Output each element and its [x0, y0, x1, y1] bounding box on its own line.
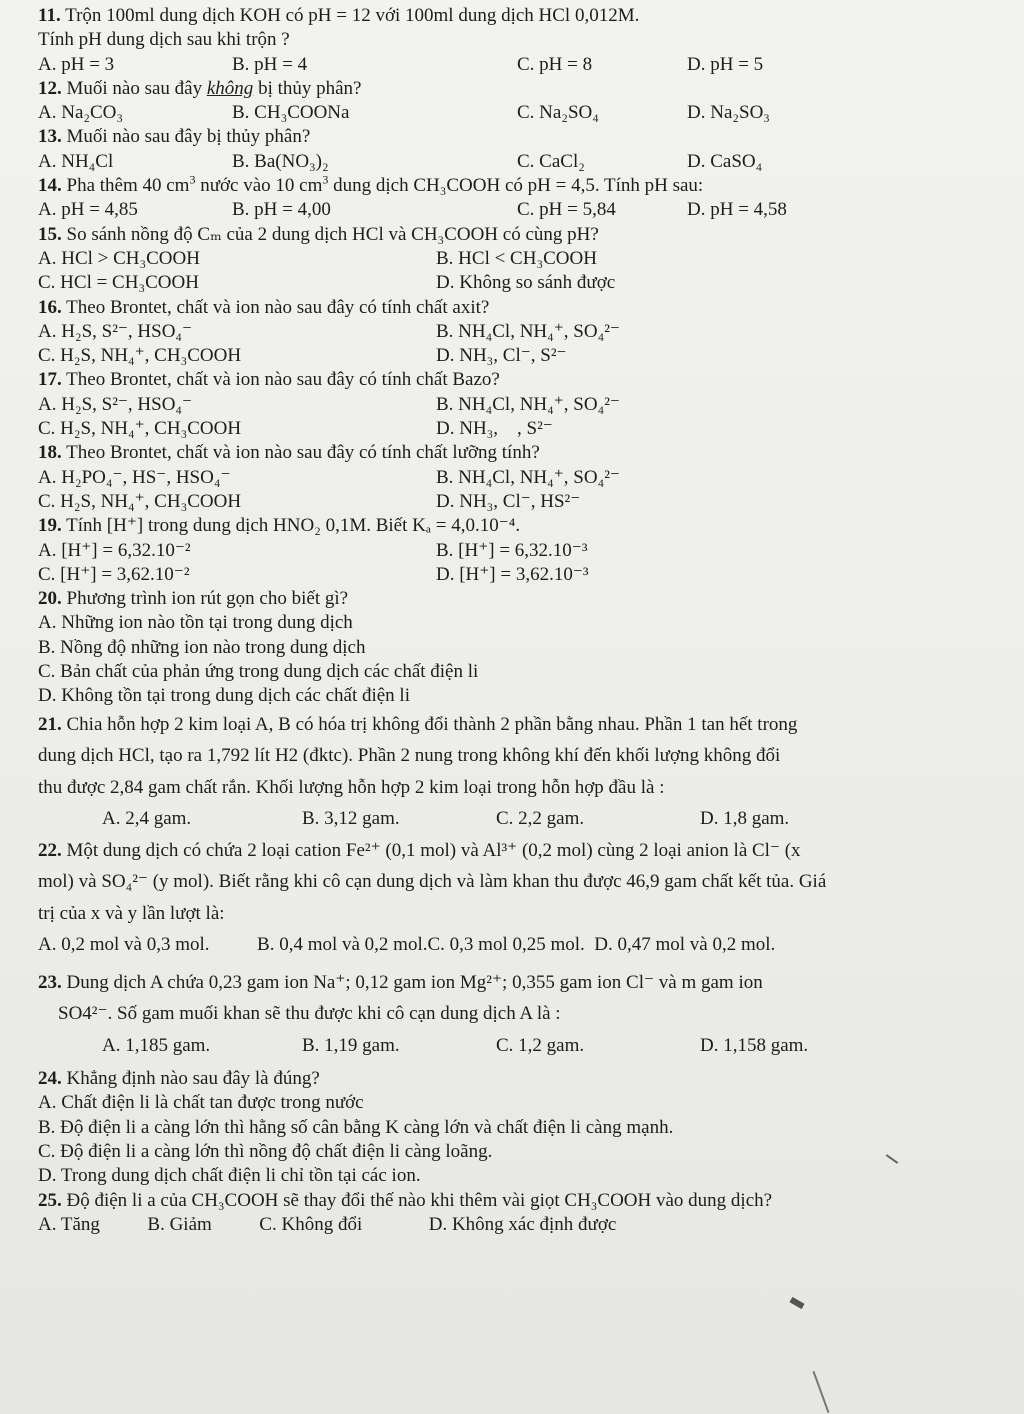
option-d: D. pH = 4,58 [687, 199, 787, 221]
question-14: 14. Pha thêm 40 $cm^3$ nước vào 10 $cm^3$ dung dịch CH₃COOH có pH = 4,5. Tính pH sau: A. pH = 4,85 B. pH = 4,00 C. pH = 5,84 D. pH = 4,58 [38, 174, 988, 223]
option-c: C. H₂S, NH₄⁺, CH₃COOH [38, 490, 242, 512]
option-a: A. 1,185 gam. [102, 1034, 211, 1056]
option-b: B. [H⁺] = 6,32.10⁻³ [436, 539, 588, 561]
option-d: D. Na₂SO₃ [687, 102, 770, 124]
question-17: 17. Theo Brontet, chất và ion nào sau đây có tính chất Bazo? A. H₂S, S²⁻, HSO₄⁻ B. NH₄Cl, NH₄⁺, SO₄²⁻ C. H₂S, NH₄⁺, CH₃COOH D. NH₃, , S²⁻ [38, 368, 988, 441]
option-b: B. 3,12 gam. [302, 808, 400, 830]
option-c: C. pH = 5,84 [517, 199, 616, 221]
option-b: B. Nồng độ những ion nào trong dung dịch [38, 636, 366, 658]
question-25: 25. Độ điện li a của CH₃COOH sẽ thay đổi thế nào khi thêm vài giọt CH₃COOH vào dung dịch? A. Tăng B. Giảm C. Không đổi D. Không xác định được [38, 1189, 988, 1238]
option-b: B. Độ điện li a càng lớn thì hằng số cân bằng K càng lớn và chất điện li càng mạnh. [38, 1116, 674, 1138]
option-a: A. HCl > CH₃COOH [38, 247, 200, 269]
option-c: C. Bản chất của phản ứng trong dung dịch các chất điện li [38, 661, 479, 683]
option-c: C. pH = 8 [517, 53, 593, 75]
question-21: 21. Chia hỗn hợp 2 kim loại A, B có hóa trị không đổi thành 2 phần bằng nhau. Phần 1 tan hết trong dung dịch HCl, tạo ra 1,792 lít H2 (đktc). Phần 2 nung trong không khí đến khối lượng không đổi thu được 2,84 gam chất rắn. Khối lượng hỗn hợp 2 kim loại trong hỗn hợp đầu là : A. 2,4 gam. B. 3,12 gam. C. 2,2 gam. D. 1,8 gam. [38, 709, 988, 835]
question-13: 13. Muối nào sau đây bị thủy phân? A. NH₄Cl B. Ba(NO₃)₂ C. CaCl₂ D. CaSO₄ [38, 125, 988, 174]
question-16: 16. Theo Brontet, chất và ion nào sau đây có tính chất axit? A. H₂S, S²⁻, HSO₄⁻ B. NH₄Cl, NH₄⁺, SO₄²⁻ C. H₂S, NH₄⁺, CH₃COOH D. NH₃, Cl⁻, S²⁻ [38, 296, 988, 369]
pen-mark [789, 1297, 804, 1309]
option-d: D. CaSO₄ [687, 150, 763, 172]
emphasis-word: không [206, 77, 254, 99]
question-23: 23. Dung dịch A chứa 0,23 gam ion Na⁺; 0,12 gam ion Mg²⁺; 0,355 gam ion Cl⁻ và m gam ion SO4²⁻. Số gam muối khan sẽ thu được khi cô cạn dung dịch A là : A. 1,185 gam. B. 1,19 gam. C. 1,2 gam. D. 1,158 gam. [38, 967, 988, 1062]
option-b: B. NH₄Cl, NH₄⁺, SO₄²⁻ [436, 393, 620, 415]
option-d: D. Không so sánh được [436, 272, 616, 294]
question-15: 15. So sánh nồng độ Cₘ của 2 dung dịch HCl và CH₃COOH có cùng pH? A. HCl > CH₃COOH B. HCl < CH₃COOH C. HCl = CH₃COOH D. Không so sánh được [38, 223, 988, 296]
option-b: B. pH = 4 [232, 53, 308, 75]
option-b: B. NH₄Cl, NH₄⁺, SO₄²⁻ [436, 320, 620, 342]
option-c: C. [H⁺] = 3,62.10⁻² [38, 563, 190, 585]
option-d: D. NH₃, , S²⁻ [436, 418, 553, 440]
option-a: A. 2,4 gam. [102, 808, 192, 830]
option-a: A. Những ion nào tồn tại trong dung dịch [38, 612, 353, 634]
option-a: A. H₂PO₄⁻, HS⁻, HSO₄⁻ [38, 466, 231, 488]
option-b: B. NH₄Cl, NH₄⁺, SO₄²⁻ [436, 466, 620, 488]
question-11: 11. Trộn 100ml dung dịch KOH có pH = 12 với 100ml dung dịch HCl 0,012M. Tính pH dung dịch sau khi trộn ? A. pH = 3 B. pH = 4 C. pH = 8 D. pH = 5 [38, 4, 988, 77]
question-22: 22. Một dung dịch có chứa 2 loại cation Fe²⁺ (0,1 mol) và Al³⁺ (0,2 mol) cùng 2 loại anion là Cl⁻ (x mol) và SO₄²⁻ (y mol). Biết rằng khi cô cạn dung dịch và làm khan thu được 46,9 gam chất kết tủa. Giá trị của x và y lần lượt là: A. 0,2 mol và 0,3 mol. B. 0,4 mol và 0,2 mol.C. 0,3 mol 0,25 mol. D. 0,47 mol và 0,2 mol. [38, 835, 988, 961]
options-line: A. Tăng B. Giảm C. Không đổi D. Không xác định được [38, 1213, 617, 1235]
option-a: A. Chất điện li là chất tan được trong nước [38, 1092, 364, 1114]
option-b: B. CH₃COONa [232, 102, 350, 124]
option-d: D. pH = 5 [687, 53, 764, 75]
option-d: D. 1,8 gam. [700, 808, 790, 830]
option-a: A. pH = 4,85 [38, 199, 138, 221]
option-d: D. NH₃, Cl⁻, S²⁻ [436, 345, 567, 367]
option-c: C. HCl = CH₃COOH [38, 272, 199, 294]
option-c: C. Na₂SO₄ [517, 102, 599, 124]
question-18: 18. Theo Brontet, chất và ion nào sau đây có tính chất lưỡng tính? A. H₂PO₄⁻, HS⁻, HSO₄⁻ B. NH₄Cl, NH₄⁺, SO₄²⁻ C. H₂S, NH₄⁺, CH₃COOH D. NH₃, Cl⁻, HS²⁻ [38, 441, 988, 514]
question-19: 19. Tính [H⁺] trong dung dịch HNO₂ 0,1M. Biết Kₐ = 4,0.10⁻⁴. A. [H⁺] = 6,32.10⁻² B. [H⁺] = 6,32.10⁻³ C. [H⁺] = 3,62.10⁻² D. [H⁺] = 3,62.10⁻³ [38, 514, 988, 587]
option-d: D. Không tồn tại trong dung dịch các chất điện li [38, 685, 410, 707]
option-a: A. Na₂CO₃ [38, 102, 124, 124]
option-c: C. 1,2 gam. [496, 1034, 585, 1056]
option-c: C. H₂S, NH₄⁺, CH₃COOH [38, 345, 242, 367]
option-a: A. pH = 3 [38, 53, 115, 75]
option-d: D. Trong dung dịch chất điện li chỉ tồn tại các ion. [38, 1165, 421, 1187]
option-a: A. H₂S, S²⁻, HSO₄⁻ [38, 320, 193, 342]
pen-mark [813, 1371, 830, 1413]
option-d: D. [H⁺] = 3,62.10⁻³ [436, 563, 589, 585]
option-b: B. pH = 4,00 [232, 199, 331, 221]
option-d: D. NH₃, Cl⁻, HS²⁻ [436, 490, 581, 512]
option-a: A. H₂S, S²⁻, HSO₄⁻ [38, 393, 193, 415]
option-c: C. Độ điện li a càng lớn thì nồng độ chất điện li càng loãng. [38, 1141, 493, 1162]
option-a: A. [H⁺] = 6,32.10⁻² [38, 539, 191, 561]
option-d: D. 1,158 gam. [700, 1034, 809, 1056]
option-b: B. 1,19 gam. [302, 1034, 400, 1056]
question-12: 12. Muối nào sau đây không bị thủy phân? A. Na₂CO₃ B. CH₃COONa C. Na₂SO₄ D. Na₂SO₃ [38, 77, 988, 126]
option-b: B. Ba(NO₃)₂ [232, 150, 329, 172]
option-c: C. H₂S, NH₄⁺, CH₃COOH [38, 418, 242, 440]
question-24: 24. Khẳng định nào sau đây là đúng? A. Chất điện li là chất tan được trong nước B. Độ điện li a càng lớn thì hằng số cân bằng K càng lớn và chất điện li càng mạnh. C. Độ điện li a càng lớn thì nồng độ chất điện li càng loãng. D. Trong dung dịch chất điện li chỉ tồn tại các ion. [38, 1067, 988, 1188]
options-line: A. 0,2 mol và 0,3 mol. B. 0,4 mol và 0,2 mol.C. 0,3 mol 0,25 mol. D. 0,47 mol và 0,2 mol. [38, 934, 776, 956]
option-b: B. HCl < CH₃COOH [436, 247, 597, 269]
option-c: C. CaCl₂ [517, 150, 585, 172]
option-c: C. 2,2 gam. [496, 808, 585, 830]
question-20: 20. Phương trình ion rút gọn cho biết gì? A. Những ion nào tồn tại trong dung dịch B. Nồng độ những ion nào trong dung dịch C. Bản chất của phản ứng trong dung dịch các chất điện li D. Không tồn tại trong dung dịch các chất điện li [38, 587, 988, 708]
option-a: A. NH₄Cl [38, 150, 114, 172]
